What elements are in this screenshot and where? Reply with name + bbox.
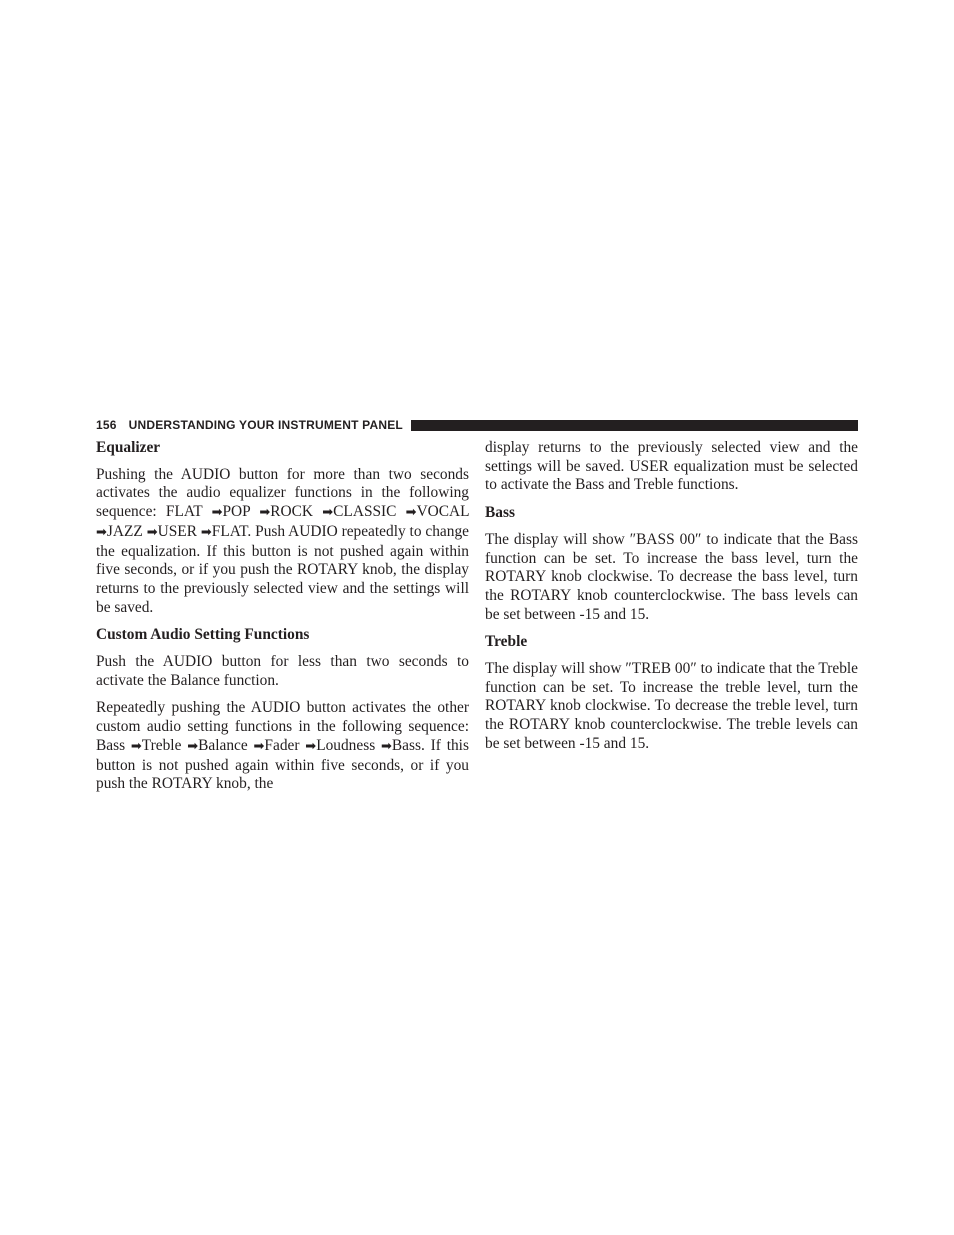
eq-item: POP bbox=[222, 503, 251, 521]
eq-item: VOCAL bbox=[416, 503, 470, 521]
right-arrow-icon: ➡ bbox=[200, 524, 212, 540]
custom-outro: . If this button is not pushed again within five seconds, or if you push the ROTARY knob, the bbox=[96, 736, 469, 793]
right-arrow-icon: ➡ bbox=[381, 738, 392, 754]
treble-heading: Treble bbox=[485, 633, 528, 651]
custom-item: Loudness bbox=[316, 736, 376, 754]
left-column bbox=[96, 439, 469, 803]
right-arrow-icon: ➡ bbox=[259, 505, 271, 521]
equalizer-outro: . Push AUDIO repeatedly to change the equalization. If this button is not pushed again within five seconds, or if you push the ROTARY knob, the display returns to the previously selected view and the settings will be saved. bbox=[96, 522, 469, 616]
custom-intro: Repeatedly pushing the AUDIO button activates the other custom audio setting functions in the following sequence: bbox=[96, 699, 469, 736]
bass-paragraph: The display will show ″BASS 00″ to indicate that the Bass function can be set. To increase the bass level, turn the ROTARY knob clockwise. To decrease the bass level, turn the ROTARY knob counterclockwise. The bass levels can be set between -15 and 15. bbox=[485, 530, 858, 623]
right-arrow-icon: ➡ bbox=[305, 738, 317, 754]
right-arrow-icon: ➡ bbox=[187, 738, 199, 754]
right-arrow-icon: ➡ bbox=[211, 505, 223, 521]
custom-item: Bass bbox=[96, 736, 126, 754]
right-arrow-icon: ➡ bbox=[322, 505, 334, 521]
page-header bbox=[96, 417, 858, 433]
eq-item: ROCK bbox=[270, 503, 314, 521]
eq-item: CLASSIC bbox=[333, 503, 397, 521]
right-column bbox=[485, 439, 858, 763]
custom-item: Balance bbox=[198, 736, 248, 754]
equalizer-heading: Equalizer bbox=[96, 439, 161, 456]
treble-paragraph: The display will show ″TREB 00″ to indicate that the Treble function can be set. To increase the treble level, turn the ROTARY knob clockwise. To decrease the treble level, turn the ROTARY knob counterclockwise. The treble levels can be set between -15 and 15. bbox=[485, 660, 858, 752]
header-rule bbox=[411, 420, 858, 431]
page-number: 156 bbox=[96, 418, 117, 432]
custom-item: Fader bbox=[264, 736, 300, 754]
eq-item: USER bbox=[157, 522, 197, 540]
right-arrow-icon: ➡ bbox=[130, 738, 142, 754]
eq-item: JAZZ bbox=[106, 522, 143, 540]
right-arrow-icon: ➡ bbox=[405, 505, 417, 521]
right-arrow-icon: ➡ bbox=[253, 738, 265, 754]
custom-audio-paragraph-1: Push the AUDIO button for less than two seconds to activate the Balance function. bbox=[96, 653, 469, 689]
right-arrow-icon: ➡ bbox=[146, 524, 158, 540]
custom-audio-heading: Custom Audio Setting Functions bbox=[96, 626, 310, 644]
custom-audio-paragraph-2 bbox=[96, 699, 469, 794]
bass-heading: Bass bbox=[485, 504, 515, 522]
custom-item: Treble bbox=[141, 736, 182, 754]
continuation-paragraph: display returns to the previously selected view and the settings will be saved. USER equalization must be selected to activate the Bass and Treble functions. bbox=[485, 439, 858, 494]
equalizer-intro: Pushing the AUDIO button for more than two seconds activates the audio equalizer functions in the following sequence: bbox=[96, 465, 469, 521]
custom-item: Bass bbox=[391, 736, 421, 754]
section-title: UNDERSTANDING YOUR INSTRUMENT PANEL bbox=[128, 418, 403, 432]
eq-item: FLAT bbox=[165, 503, 203, 521]
eq-item: FLAT bbox=[211, 522, 248, 540]
right-arrow-icon: ➡ bbox=[96, 524, 107, 540]
equalizer-paragraph bbox=[96, 466, 469, 618]
